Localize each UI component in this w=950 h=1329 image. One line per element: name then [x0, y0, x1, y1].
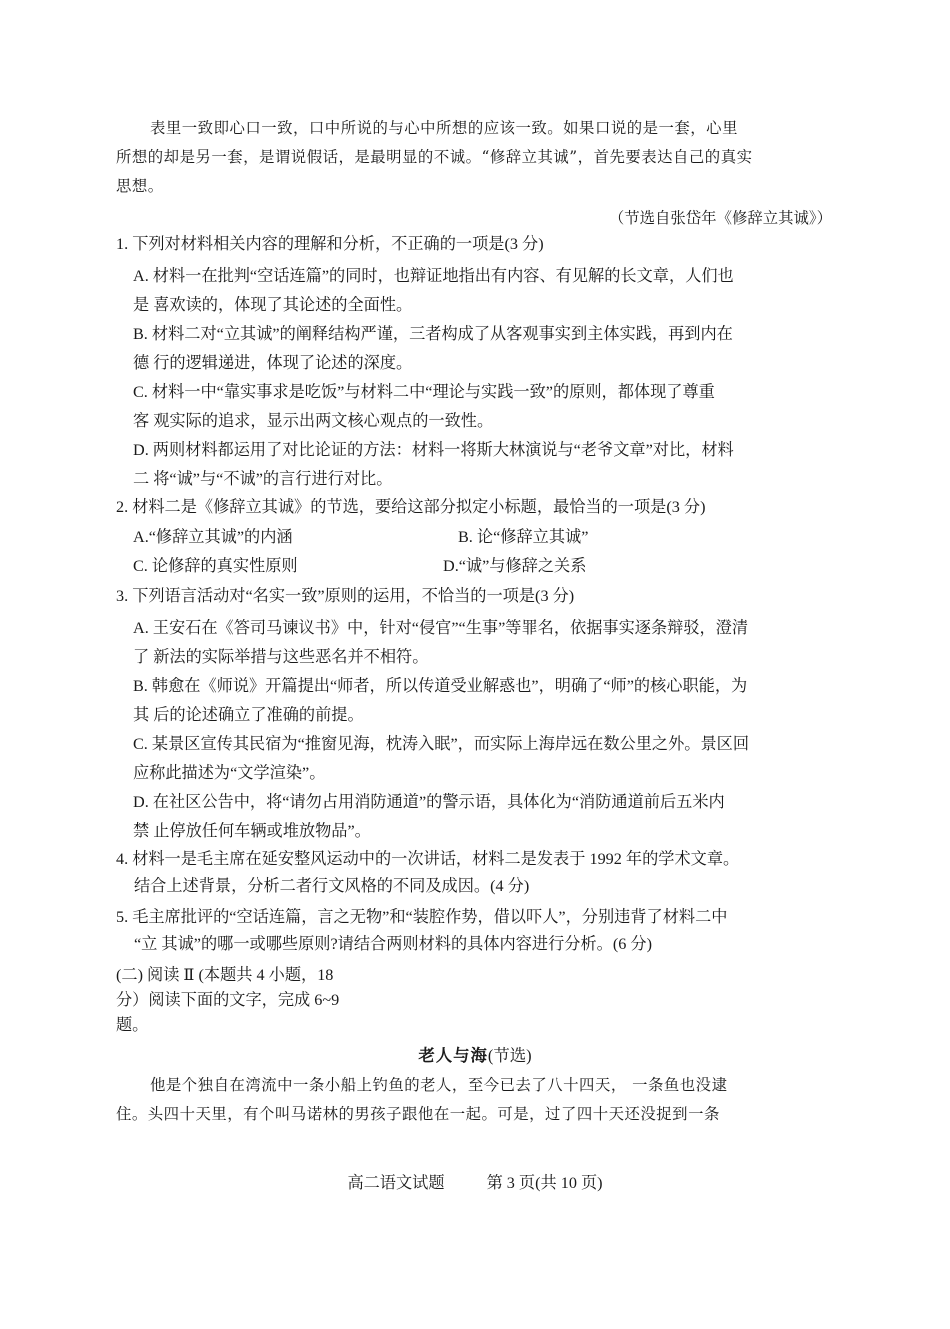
- option-line: 禁 止停放任何车辆或堆放物品”。: [133, 822, 371, 840]
- passage-paragraph: [116, 114, 832, 201]
- question-line: 5. 毛主席批评的“空话连篇，言之无物”和“装腔作势，借以吓人”，分别违背了材料二中: [116, 908, 728, 926]
- option-line: D. 在社区公告中，将“请勿占用消防通道”的警示语，具体化为“消防通道前后五米内: [133, 793, 725, 811]
- option-line: 二 将“诚”与“不诚”的言行进行对比。: [133, 470, 393, 488]
- question-4: [116, 846, 846, 900]
- option-line: 应称此描述为“文学渲染”。: [133, 764, 326, 782]
- question-3-option-d: [133, 788, 833, 846]
- story-subtitle: (节选): [487, 1046, 532, 1065]
- story-line: [116, 1071, 832, 1100]
- question-line: 4. 材料一是毛主席在延安整风运动中的一次讲话，材料二是发表于 1992 年的学术文章。: [116, 850, 740, 868]
- option-line: 客 观实际的追求，显示出两文核心观点的一致性。: [133, 412, 494, 430]
- question-1-stem: 1. 下列对材料相关内容的理解和分析，不正确的一项是(3 分): [116, 235, 544, 253]
- section-line: 分）阅读下面的文字，完成 6~9: [116, 991, 340, 1009]
- option-line: D. 两则材料都运用了对比论证的方法：材料一将斯大林演说与“老爷文章”对比，材料: [133, 441, 734, 459]
- question-3-stem: 3. 下列语言活动对“名实一致”原则的运用，不恰当的一项是(3 分): [116, 587, 575, 605]
- section-heading: [116, 963, 381, 1038]
- question-2-option-d: D.“诚”与修辞之关系: [443, 557, 587, 575]
- option-line: B. 韩愈在《师说》开篇提出“师者，所以传道受业解惑也”，明确了“师”的核心职能，为: [133, 677, 748, 695]
- page-footer: [0, 1169, 950, 1193]
- story-paragraph: [116, 1071, 832, 1129]
- option-line: 了 新法的实际举措与这些恶名并不相符。: [133, 648, 429, 666]
- question-line: 结合上述背景，分析二者行文风格的不同及成因。(4 分): [134, 877, 530, 895]
- footer-page-number: 第 3 页(共 10 页): [486, 1174, 603, 1192]
- question-2-stem: 2. 材料二是《修辞立其诚》的节选，要给这部分拟定小标题，最恰当的一项是(3 分): [116, 498, 706, 516]
- passage-line: 所想的却是另一套，是谓说假话，是最明显的不诚。“修辞立其诚”，首先要表达自己的真实: [116, 148, 753, 166]
- option-line: 德 行的逻辑递进，体现了论述的深度。: [133, 354, 413, 372]
- question-3-option-a: [133, 614, 833, 672]
- option-line: B. 材料二对“立其诚”的阐释结构严谨，三者构成了从客观事实到主体实践，再到内在: [133, 325, 733, 343]
- passage-line: 思想。: [116, 177, 164, 195]
- option-line: A. 王安石在《答司马谏议书》中，针对“侵官”“生事”等罪名，依据事实逐条辩驳，澄清: [133, 619, 749, 637]
- option-line: 是 喜欢读的，体现了其论述的全面性。: [133, 296, 413, 314]
- section-line: 题。: [116, 1016, 149, 1034]
- option-line: C. 材料一中“靠实事求是吃饭”与材料二中“理论与实践一致”的原则，都体现了尊重: [133, 383, 715, 401]
- question-3-option-b: [133, 672, 833, 730]
- option-line: 其 后的论述确立了准确的前提。: [133, 706, 364, 724]
- footer-subject: 高二语文试题: [347, 1174, 445, 1192]
- question-5: [116, 904, 846, 958]
- story-text: 他是个独自在湾流中一条小船上钓鱼的老人，至今已去了八十四天， 一条鱼也没逮: [150, 1076, 728, 1094]
- question-2-option-c: C. 论修辞的真实性原则: [133, 557, 298, 575]
- story-title: [0, 1042, 950, 1066]
- question-1-option-a: [133, 262, 833, 320]
- source-citation: （节选自张岱年《修辞立其诚》）: [608, 209, 832, 227]
- option-line: C. 某景区宣传其民宿为“推窗见海，枕涛入眠”，而实际上海岸远在数公里之外。景区回: [133, 735, 750, 753]
- section-line: (二) 阅读 Ⅱ (本题共 4 小题，18: [116, 966, 334, 984]
- question-2-option-b: B. 论“修辞立其诚”: [458, 528, 589, 546]
- story-line: 住。头四十天里，有个叫马诺林的男孩子跟他在一起。可是，过了四十天还没捉到一条: [116, 1105, 720, 1123]
- question-2-option-a: A.“修辞立其诚”的内涵: [133, 528, 293, 546]
- story-title-text: 老人与海: [418, 1046, 488, 1065]
- question-1-option-b: [133, 320, 833, 378]
- passage-text: 表里一致即心口一致，口中所说的与心中所想的应该一致。如果口说的是一套，心里: [150, 119, 738, 137]
- question-1-option-c: [133, 378, 833, 436]
- passage-line: [116, 114, 832, 143]
- question-1-option-d: [133, 436, 833, 494]
- option-line: A. 材料一在批判“空话连篇”的同时，也辩证地指出有内容、有见解的长文章，人们也: [133, 267, 734, 285]
- question-3-option-c: [133, 730, 833, 788]
- question-line: “立 其诚”的哪一或哪些原则?请结合两则材料的具体内容进行分析。(6 分): [134, 935, 652, 953]
